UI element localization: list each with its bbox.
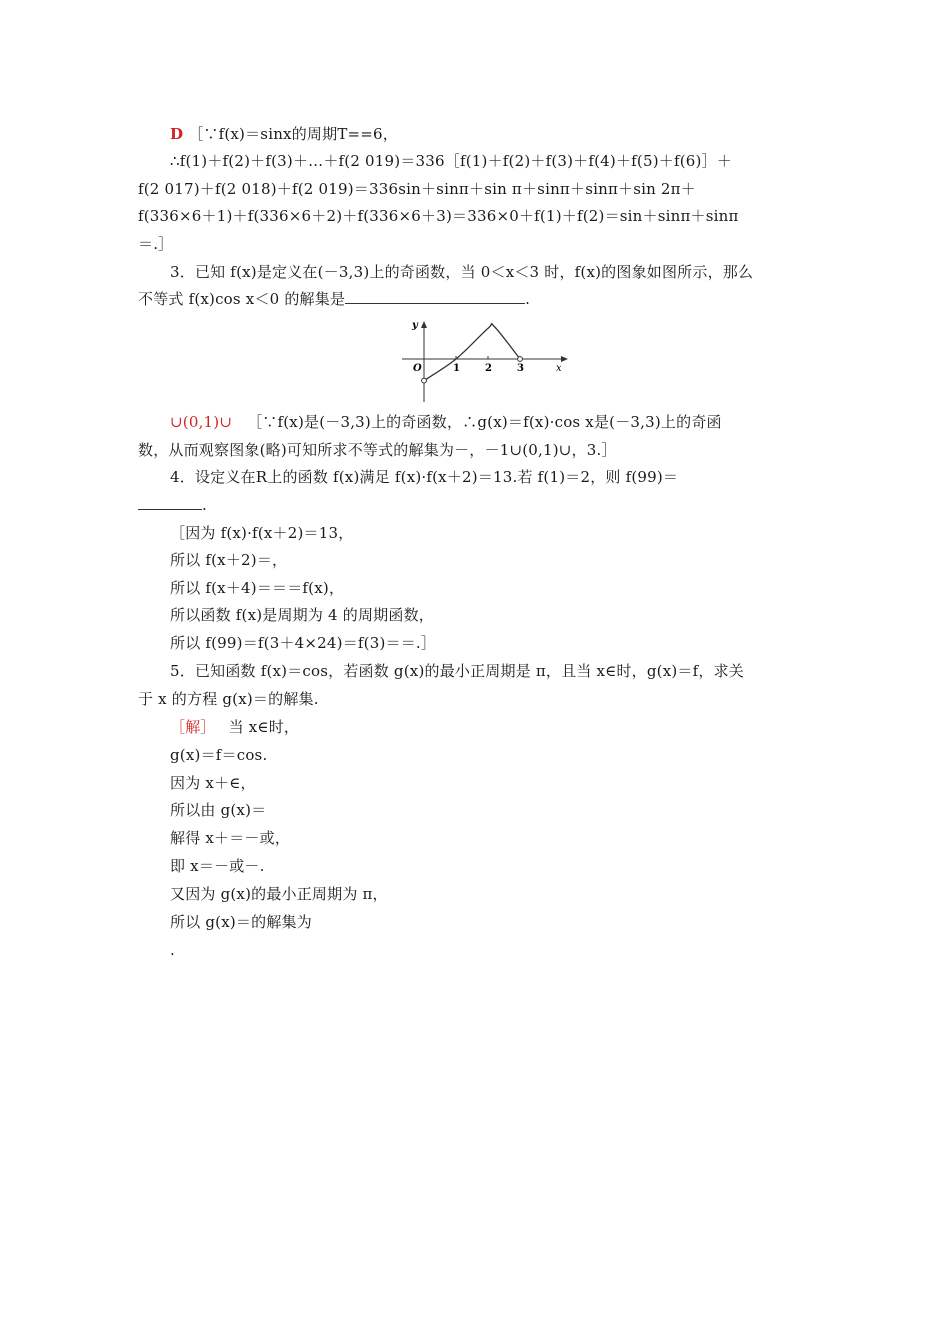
answer4-line4: 所以函数 f(x)是周期为 4 的周期函数， — [170, 606, 434, 624]
answer4-line1: ［因为 f(x)·f(x＋2)＝13， — [170, 524, 354, 542]
question5-line2: 于 x 的方程 g(x)＝的解集. — [138, 690, 319, 708]
answer4-line5: 所以 f(99)＝f(3＋4×24)＝f(3)＝＝.］ — [170, 634, 437, 652]
answer3-line1 — [170, 412, 850, 432]
answer4-line3: 所以 f(x＋4)＝＝＝f(x)， — [170, 579, 345, 597]
answer2-line3: f(2 017)＋f(2 018)＋f(2 019)＝336sin＋sinπ＋sin π＋sinπ＋sinπ＋sin 2π＋ — [138, 180, 696, 198]
function-curve — [424, 323, 520, 380]
y-axis-arrow — [421, 321, 427, 328]
solution5-line8: 所以 g(x)＝的解集为 — [170, 913, 312, 931]
open-endpoint-start — [422, 378, 427, 383]
question4-line2 — [138, 495, 818, 515]
answer2-line5: ＝.］ — [138, 235, 174, 253]
question3-end: . — [525, 290, 531, 308]
solution5-line4: 所以由 g(x)＝ — [170, 801, 267, 819]
solution5-line7: 又因为 g(x)的最小正周期为 π， — [170, 885, 388, 903]
answer2-line1 — [170, 124, 850, 144]
answer2-line4: f(336×6＋1)＋f(336×6＋2)＋f(336×6＋3)＝336×0＋f(1)＋f(2)＝sin＋sinπ＋sinπ — [138, 207, 739, 225]
solution5-line1 — [170, 717, 850, 737]
question4-line1: 4．设定义在R上的函数 f(x)满足 f(x)·f(x＋2)＝13.若 f(1)＝2，则 f(99)＝ — [170, 468, 679, 486]
answer3-line2: 数，从而观察图象(略)可知所求不等式的解集为－，－1∪(0,1)∪，3.］ — [138, 441, 617, 459]
answer3-text: ［∵f(x)是(－3,3)上的奇函数，∴g(x)＝f(x)·cos x是(－3,3)上的奇函 — [247, 413, 722, 431]
solution5-line5: 解得 x＋＝－或， — [170, 829, 291, 847]
solution-label: ［解］ — [170, 718, 216, 736]
answer4-line2: 所以 f(x＋2)＝， — [170, 551, 288, 569]
solution5-line9: . — [170, 941, 175, 959]
solution5-line2: g(x)＝f＝cos. — [170, 746, 268, 764]
answer-label-d: D — [170, 125, 184, 143]
x-tick-label: 2 — [485, 363, 492, 374]
solution5-line3: 因为 x＋∈， — [170, 774, 256, 792]
y-axis-label: y — [412, 320, 418, 331]
question3-line1: 3．已知 f(x)是定义在(－3,3)上的奇函数，当 0＜x＜3 时，f(x)的图象如图所示，那么 — [170, 263, 754, 281]
answer-blank-q4 — [138, 495, 202, 510]
question4-end: . — [202, 496, 207, 514]
answer2-line2: ∴f(1)＋f(2)＋f(3)＋…＋f(2 019)＝336［f(1)＋f(2)＋f(3)＋f(4)＋f(5)＋f(6)］＋ — [170, 152, 732, 170]
answer-blank-q3 — [345, 289, 525, 304]
x-axis-arrow — [561, 356, 568, 362]
solution5-line6: 即 x＝－或－. — [170, 857, 265, 875]
question3-text: 不等式 f(x)cos x＜0 的解集是 — [138, 290, 346, 308]
question5-line1: 5．已知函数 f(x)＝cos，若函数 g(x)的最小正周期是 π，且当 x∈时，g(x)＝f，求关 — [170, 662, 744, 680]
origin-label: O — [413, 363, 422, 374]
function-graph — [398, 316, 576, 404]
x-axis-label: x — [556, 363, 562, 374]
answer3-label: ∪(0,1)∪ — [170, 413, 233, 431]
x-tick-label: 3 — [517, 363, 524, 374]
solution5-text: 当 x∈时， — [228, 718, 300, 736]
open-endpoint-end — [518, 357, 523, 362]
answer2-text: ［∵f(x)＝sinx的周期T==6， — [188, 125, 399, 143]
x-tick-label: 1 — [453, 363, 460, 374]
question3-line2 — [138, 289, 818, 309]
